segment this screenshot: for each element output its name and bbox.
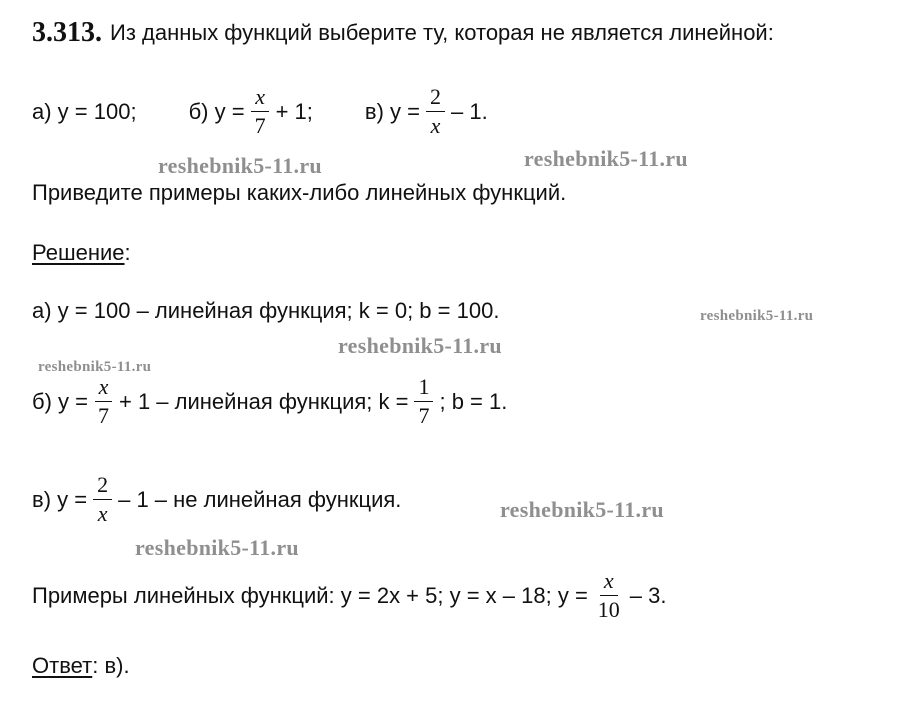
- watermark: reshebnik5-11.ru: [338, 333, 502, 358]
- option-a: а) y = 100;: [32, 98, 137, 124]
- solution-b-suffix: ; b = 1.: [439, 388, 508, 414]
- fraction-numerator: 2: [93, 474, 112, 500]
- problem-statement: [32, 17, 774, 48]
- option-b-prefix: б) y =: [188, 98, 245, 124]
- solution-c-prefix: в) y =: [32, 486, 88, 512]
- fraction-denominator: x: [430, 113, 441, 138]
- answer-line: [32, 653, 130, 679]
- watermark: reshebnik5-11.ru: [135, 535, 299, 560]
- solution-c: [32, 474, 401, 525]
- option-c-prefix: в) y =: [364, 98, 420, 124]
- solution-c-suffix: – 1 – не линейная функция.: [118, 486, 402, 512]
- solution-b: [32, 376, 507, 427]
- question-text: Приведите примеры каких-либо линейных функций.: [32, 180, 567, 205]
- watermark: reshebnik5-11.ru: [700, 308, 814, 324]
- solution-heading-text: Решение: [32, 240, 125, 265]
- option-b-suffix: + 1;: [275, 98, 313, 124]
- solution-b-fraction: [94, 376, 113, 427]
- fraction-denominator: 7: [418, 403, 430, 428]
- fraction-numerator: x: [600, 570, 618, 596]
- watermark: reshebnik5-11.ru: [524, 146, 688, 171]
- answer-value: : в).: [92, 653, 130, 678]
- fraction-denominator: 10: [597, 597, 620, 622]
- solution-heading-colon: :: [124, 240, 131, 265]
- examples-fraction: [594, 570, 624, 621]
- solution-a-text: а) y = 100 – линейная функция; k = 0; b = 100.: [32, 298, 500, 323]
- answer-label: Ответ: [32, 653, 93, 678]
- watermark: reshebnik5-11.ru: [158, 153, 322, 178]
- fraction-denominator: 7: [254, 113, 266, 138]
- question-line: [32, 180, 566, 206]
- examples-suffix: – 3.: [629, 582, 667, 608]
- solution-c-fraction: [93, 474, 112, 525]
- solution-b-mid: + 1 – линейная функция; k =: [119, 388, 409, 414]
- option-c-fraction: [426, 86, 445, 137]
- examples-text: Примеры линейных функций: y = 2x + 5; y = x – 18; y =: [32, 582, 588, 608]
- fraction-numerator: x: [251, 86, 269, 112]
- problem-number: 3.313.: [32, 17, 102, 48]
- options-line: [32, 86, 488, 137]
- examples-line: [32, 570, 667, 621]
- fraction-numerator: 1: [414, 376, 433, 402]
- fraction-denominator: 7: [98, 403, 109, 428]
- solution-b-k-fraction: [414, 376, 433, 427]
- problem-text: Из данных функций выберите ту, которая не является линейной:: [110, 20, 774, 45]
- solution-a: [32, 298, 499, 324]
- solution-heading: [32, 240, 131, 266]
- option-c-suffix: – 1.: [450, 98, 488, 124]
- watermark: reshebnik5-11.ru: [500, 497, 664, 522]
- fraction-numerator: x: [95, 376, 113, 402]
- solution-b-prefix: б) y =: [32, 388, 88, 414]
- option-b-fraction: [251, 86, 270, 137]
- watermark: reshebnik5-11.ru: [38, 359, 152, 375]
- fraction-numerator: 2: [426, 86, 445, 112]
- fraction-denominator: x: [97, 501, 108, 526]
